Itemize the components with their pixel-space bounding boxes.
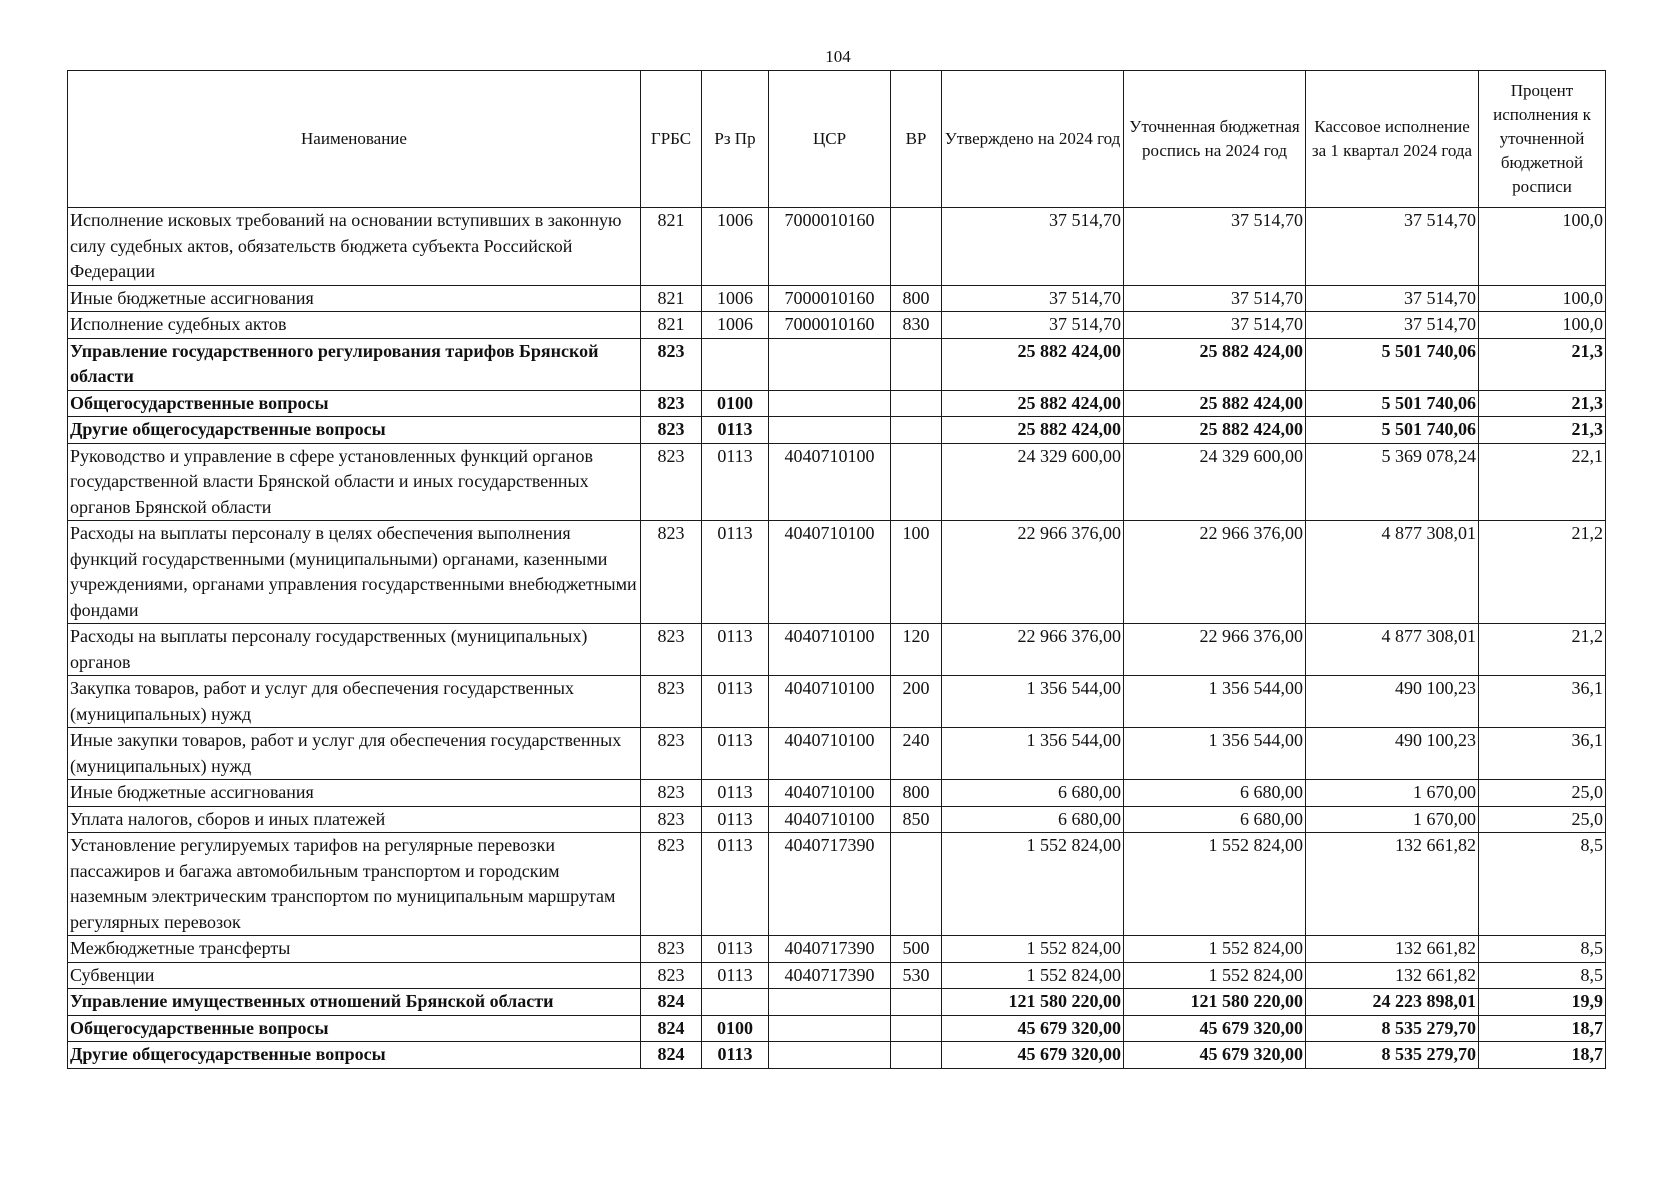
csr-cell [769, 1042, 891, 1069]
name-cell: Расходы на выплаты персоналу государственных (муниципальных) органов [68, 624, 641, 676]
csr-cell: 7000010160 [769, 208, 891, 286]
approved-cell: 45 679 320,00 [942, 1015, 1124, 1042]
vr-cell [891, 1015, 942, 1042]
rzpr-cell: 0113 [702, 417, 769, 444]
percent-cell: 100,0 [1479, 208, 1606, 286]
rzpr-cell: 1006 [702, 312, 769, 339]
csr-cell [769, 390, 891, 417]
table-header-row [68, 71, 1606, 208]
table-row [68, 285, 1606, 312]
name-cell: Руководство и управление в сфере установленных функций органов государственной власти Брянской области и иных государственных органов Брянской области [68, 443, 641, 521]
grbs-cell: 823 [641, 624, 702, 676]
refined-cell: 25 882 424,00 [1124, 417, 1306, 444]
percent-cell: 8,5 [1479, 936, 1606, 963]
grbs-cell: 823 [641, 728, 702, 780]
approved-cell: 25 882 424,00 [942, 338, 1124, 390]
vr-cell [891, 833, 942, 936]
percent-cell: 8,5 [1479, 962, 1606, 989]
rzpr-cell [702, 989, 769, 1016]
table-row [68, 989, 1606, 1016]
cash-cell: 5 369 078,24 [1306, 443, 1479, 521]
csr-cell: 4040710100 [769, 780, 891, 807]
rzpr-cell: 0100 [702, 1015, 769, 1042]
percent-cell: 8,5 [1479, 833, 1606, 936]
rzpr-cell: 0113 [702, 521, 769, 624]
table-row [68, 208, 1606, 286]
percent-cell: 100,0 [1479, 285, 1606, 312]
name-cell: Закупка товаров, работ и услуг для обеспечения государственных (муниципальных) нужд [68, 676, 641, 728]
percent-cell: 21,3 [1479, 338, 1606, 390]
table-row [68, 1015, 1606, 1042]
grbs-cell: 823 [641, 417, 702, 444]
name-cell: Управление государственного регулирования тарифов Брянской области [68, 338, 641, 390]
vr-cell [891, 443, 942, 521]
name-cell: Установление регулируемых тарифов на регулярные перевозки пассажиров и багажа автомобильным транспортом и городским наземным электрическим транспортом по муниципальным маршрутам регулярных перевозок [68, 833, 641, 936]
csr-cell: 7000010160 [769, 312, 891, 339]
rzpr-cell: 0113 [702, 676, 769, 728]
name-cell: Межбюджетные трансферты [68, 936, 641, 963]
grbs-cell: 824 [641, 1042, 702, 1069]
header-refined: Уточненная бюджетная роспись на 2024 год [1124, 71, 1306, 208]
approved-cell: 121 580 220,00 [942, 989, 1124, 1016]
cash-cell: 132 661,82 [1306, 936, 1479, 963]
percent-cell: 21,3 [1479, 417, 1606, 444]
vr-cell [891, 1042, 942, 1069]
cash-cell: 490 100,23 [1306, 728, 1479, 780]
vr-cell: 200 [891, 676, 942, 728]
name-cell: Общегосударственные вопросы [68, 390, 641, 417]
cash-cell: 4 877 308,01 [1306, 521, 1479, 624]
refined-cell: 6 680,00 [1124, 806, 1306, 833]
header-cash: Кассовое исполнение за 1 квартал 2024 года [1306, 71, 1479, 208]
header-grbs: ГРБС [641, 71, 702, 208]
table-row [68, 417, 1606, 444]
vr-cell: 800 [891, 780, 942, 807]
approved-cell: 1 552 824,00 [942, 833, 1124, 936]
name-cell: Управление имущественных отношений Брянской области [68, 989, 641, 1016]
vr-cell: 530 [891, 962, 942, 989]
rzpr-cell: 0113 [702, 806, 769, 833]
grbs-cell: 823 [641, 806, 702, 833]
percent-cell: 25,0 [1479, 780, 1606, 807]
vr-cell: 850 [891, 806, 942, 833]
vr-cell: 120 [891, 624, 942, 676]
vr-cell: 100 [891, 521, 942, 624]
vr-cell: 240 [891, 728, 942, 780]
approved-cell: 1 356 544,00 [942, 728, 1124, 780]
refined-cell: 25 882 424,00 [1124, 390, 1306, 417]
cash-cell: 490 100,23 [1306, 676, 1479, 728]
table-row [68, 338, 1606, 390]
approved-cell: 1 356 544,00 [942, 676, 1124, 728]
cash-cell: 8 535 279,70 [1306, 1042, 1479, 1069]
page-number: 104 [825, 47, 851, 66]
approved-cell: 45 679 320,00 [942, 1042, 1124, 1069]
rzpr-cell: 0113 [702, 1042, 769, 1069]
cash-cell: 37 514,70 [1306, 285, 1479, 312]
cash-cell: 24 223 898,01 [1306, 989, 1479, 1016]
refined-cell: 37 514,70 [1124, 208, 1306, 286]
refined-cell: 45 679 320,00 [1124, 1015, 1306, 1042]
table-row [68, 962, 1606, 989]
rzpr-cell: 0113 [702, 780, 769, 807]
rzpr-cell: 0113 [702, 936, 769, 963]
name-cell: Другие общегосударственные вопросы [68, 417, 641, 444]
cash-cell: 8 535 279,70 [1306, 1015, 1479, 1042]
vr-cell: 830 [891, 312, 942, 339]
header-csr: ЦСР [769, 71, 891, 208]
name-cell: Исполнение исковых требований на основании вступивших в законную силу судебных актов, обязательств бюджета субъекта Российской Федерации [68, 208, 641, 286]
grbs-cell: 823 [641, 833, 702, 936]
cash-cell: 5 501 740,06 [1306, 390, 1479, 417]
csr-cell: 4040710100 [769, 443, 891, 521]
cash-cell: 1 670,00 [1306, 780, 1479, 807]
rzpr-cell [702, 338, 769, 390]
vr-cell [891, 989, 942, 1016]
name-cell: Расходы на выплаты персоналу в целях обеспечения выполнения функций государственными (муниципальными) органами, казенными учреждениями, органами управления государственными внебюджетными фондами [68, 521, 641, 624]
csr-cell: 4040717390 [769, 962, 891, 989]
cash-cell: 5 501 740,06 [1306, 338, 1479, 390]
rzpr-cell: 0113 [702, 624, 769, 676]
csr-cell: 4040710100 [769, 806, 891, 833]
refined-cell: 25 882 424,00 [1124, 338, 1306, 390]
name-cell: Иные закупки товаров, работ и услуг для обеспечения государственных (муниципальных) нужд [68, 728, 641, 780]
header-vr: ВР [891, 71, 942, 208]
budget-execution-table [67, 70, 1606, 1069]
approved-cell: 6 680,00 [942, 806, 1124, 833]
approved-cell: 22 966 376,00 [942, 624, 1124, 676]
table-row [68, 728, 1606, 780]
percent-cell: 22,1 [1479, 443, 1606, 521]
percent-cell: 21,2 [1479, 624, 1606, 676]
rzpr-cell: 1006 [702, 208, 769, 286]
rzpr-cell: 0113 [702, 728, 769, 780]
vr-cell [891, 208, 942, 286]
table-body [68, 208, 1606, 1069]
rzpr-cell: 0113 [702, 833, 769, 936]
csr-cell: 4040710100 [769, 676, 891, 728]
csr-cell [769, 1015, 891, 1042]
table-row [68, 833, 1606, 936]
refined-cell: 37 514,70 [1124, 312, 1306, 339]
name-cell: Общегосударственные вопросы [68, 1015, 641, 1042]
name-cell: Субвенции [68, 962, 641, 989]
vr-cell [891, 390, 942, 417]
grbs-cell: 823 [641, 962, 702, 989]
csr-cell: 4040717390 [769, 936, 891, 963]
table-row [68, 780, 1606, 807]
name-cell: Уплата налогов, сборов и иных платежей [68, 806, 641, 833]
grbs-cell: 823 [641, 780, 702, 807]
refined-cell: 1 356 544,00 [1124, 728, 1306, 780]
approved-cell: 6 680,00 [942, 780, 1124, 807]
vr-cell: 500 [891, 936, 942, 963]
grbs-cell: 823 [641, 676, 702, 728]
cash-cell: 5 501 740,06 [1306, 417, 1479, 444]
refined-cell: 1 552 824,00 [1124, 936, 1306, 963]
rzpr-cell: 1006 [702, 285, 769, 312]
percent-cell: 21,3 [1479, 390, 1606, 417]
csr-cell: 4040710100 [769, 728, 891, 780]
name-cell: Другие общегосударственные вопросы [68, 1042, 641, 1069]
cash-cell: 1 670,00 [1306, 806, 1479, 833]
header-approved: Утверждено на 2024 год [942, 71, 1124, 208]
approved-cell: 25 882 424,00 [942, 417, 1124, 444]
rzpr-cell: 0100 [702, 390, 769, 417]
refined-cell: 121 580 220,00 [1124, 989, 1306, 1016]
csr-cell [769, 338, 891, 390]
grbs-cell: 824 [641, 1015, 702, 1042]
table-row [68, 312, 1606, 339]
csr-cell [769, 989, 891, 1016]
percent-cell: 21,2 [1479, 521, 1606, 624]
grbs-cell: 823 [641, 338, 702, 390]
approved-cell: 37 514,70 [942, 312, 1124, 339]
refined-cell: 22 966 376,00 [1124, 521, 1306, 624]
approved-cell: 1 552 824,00 [942, 936, 1124, 963]
table-row [68, 806, 1606, 833]
table-row [68, 676, 1606, 728]
percent-cell: 18,7 [1479, 1015, 1606, 1042]
approved-cell: 25 882 424,00 [942, 390, 1124, 417]
grbs-cell: 821 [641, 208, 702, 286]
vr-cell: 800 [891, 285, 942, 312]
rzpr-cell: 0113 [702, 443, 769, 521]
cash-cell: 4 877 308,01 [1306, 624, 1479, 676]
refined-cell: 22 966 376,00 [1124, 624, 1306, 676]
refined-cell: 1 356 544,00 [1124, 676, 1306, 728]
percent-cell: 25,0 [1479, 806, 1606, 833]
name-cell: Иные бюджетные ассигнования [68, 285, 641, 312]
refined-cell: 6 680,00 [1124, 780, 1306, 807]
refined-cell: 37 514,70 [1124, 285, 1306, 312]
grbs-cell: 823 [641, 390, 702, 417]
approved-cell: 22 966 376,00 [942, 521, 1124, 624]
grbs-cell: 823 [641, 521, 702, 624]
table-row [68, 521, 1606, 624]
csr-cell: 7000010160 [769, 285, 891, 312]
cash-cell: 132 661,82 [1306, 833, 1479, 936]
header-rzpr: Рз Пр [702, 71, 769, 208]
percent-cell: 36,1 [1479, 676, 1606, 728]
grbs-cell: 823 [641, 936, 702, 963]
percent-cell: 36,1 [1479, 728, 1606, 780]
vr-cell [891, 338, 942, 390]
refined-cell: 1 552 824,00 [1124, 833, 1306, 936]
approved-cell: 1 552 824,00 [942, 962, 1124, 989]
table-row [68, 1042, 1606, 1069]
name-cell: Исполнение судебных актов [68, 312, 641, 339]
approved-cell: 24 329 600,00 [942, 443, 1124, 521]
refined-cell: 1 552 824,00 [1124, 962, 1306, 989]
cash-cell: 132 661,82 [1306, 962, 1479, 989]
cash-cell: 37 514,70 [1306, 312, 1479, 339]
approved-cell: 37 514,70 [942, 208, 1124, 286]
table-row [68, 624, 1606, 676]
name-cell: Иные бюджетные ассигнования [68, 780, 641, 807]
approved-cell: 37 514,70 [942, 285, 1124, 312]
percent-cell: 18,7 [1479, 1042, 1606, 1069]
rzpr-cell: 0113 [702, 962, 769, 989]
grbs-cell: 821 [641, 285, 702, 312]
refined-cell: 24 329 600,00 [1124, 443, 1306, 521]
table-row [68, 390, 1606, 417]
header-percent: Процент исполнения к уточненной бюджетной росписи [1479, 71, 1606, 208]
csr-cell: 4040710100 [769, 521, 891, 624]
csr-cell [769, 417, 891, 444]
header-name: Наименование [68, 71, 641, 208]
grbs-cell: 821 [641, 312, 702, 339]
table-row [68, 936, 1606, 963]
cash-cell: 37 514,70 [1306, 208, 1479, 286]
csr-cell: 4040710100 [769, 624, 891, 676]
grbs-cell: 824 [641, 989, 702, 1016]
grbs-cell: 823 [641, 443, 702, 521]
vr-cell [891, 417, 942, 444]
refined-cell: 45 679 320,00 [1124, 1042, 1306, 1069]
csr-cell: 4040717390 [769, 833, 891, 936]
table-row [68, 443, 1606, 521]
percent-cell: 100,0 [1479, 312, 1606, 339]
percent-cell: 19,9 [1479, 989, 1606, 1016]
